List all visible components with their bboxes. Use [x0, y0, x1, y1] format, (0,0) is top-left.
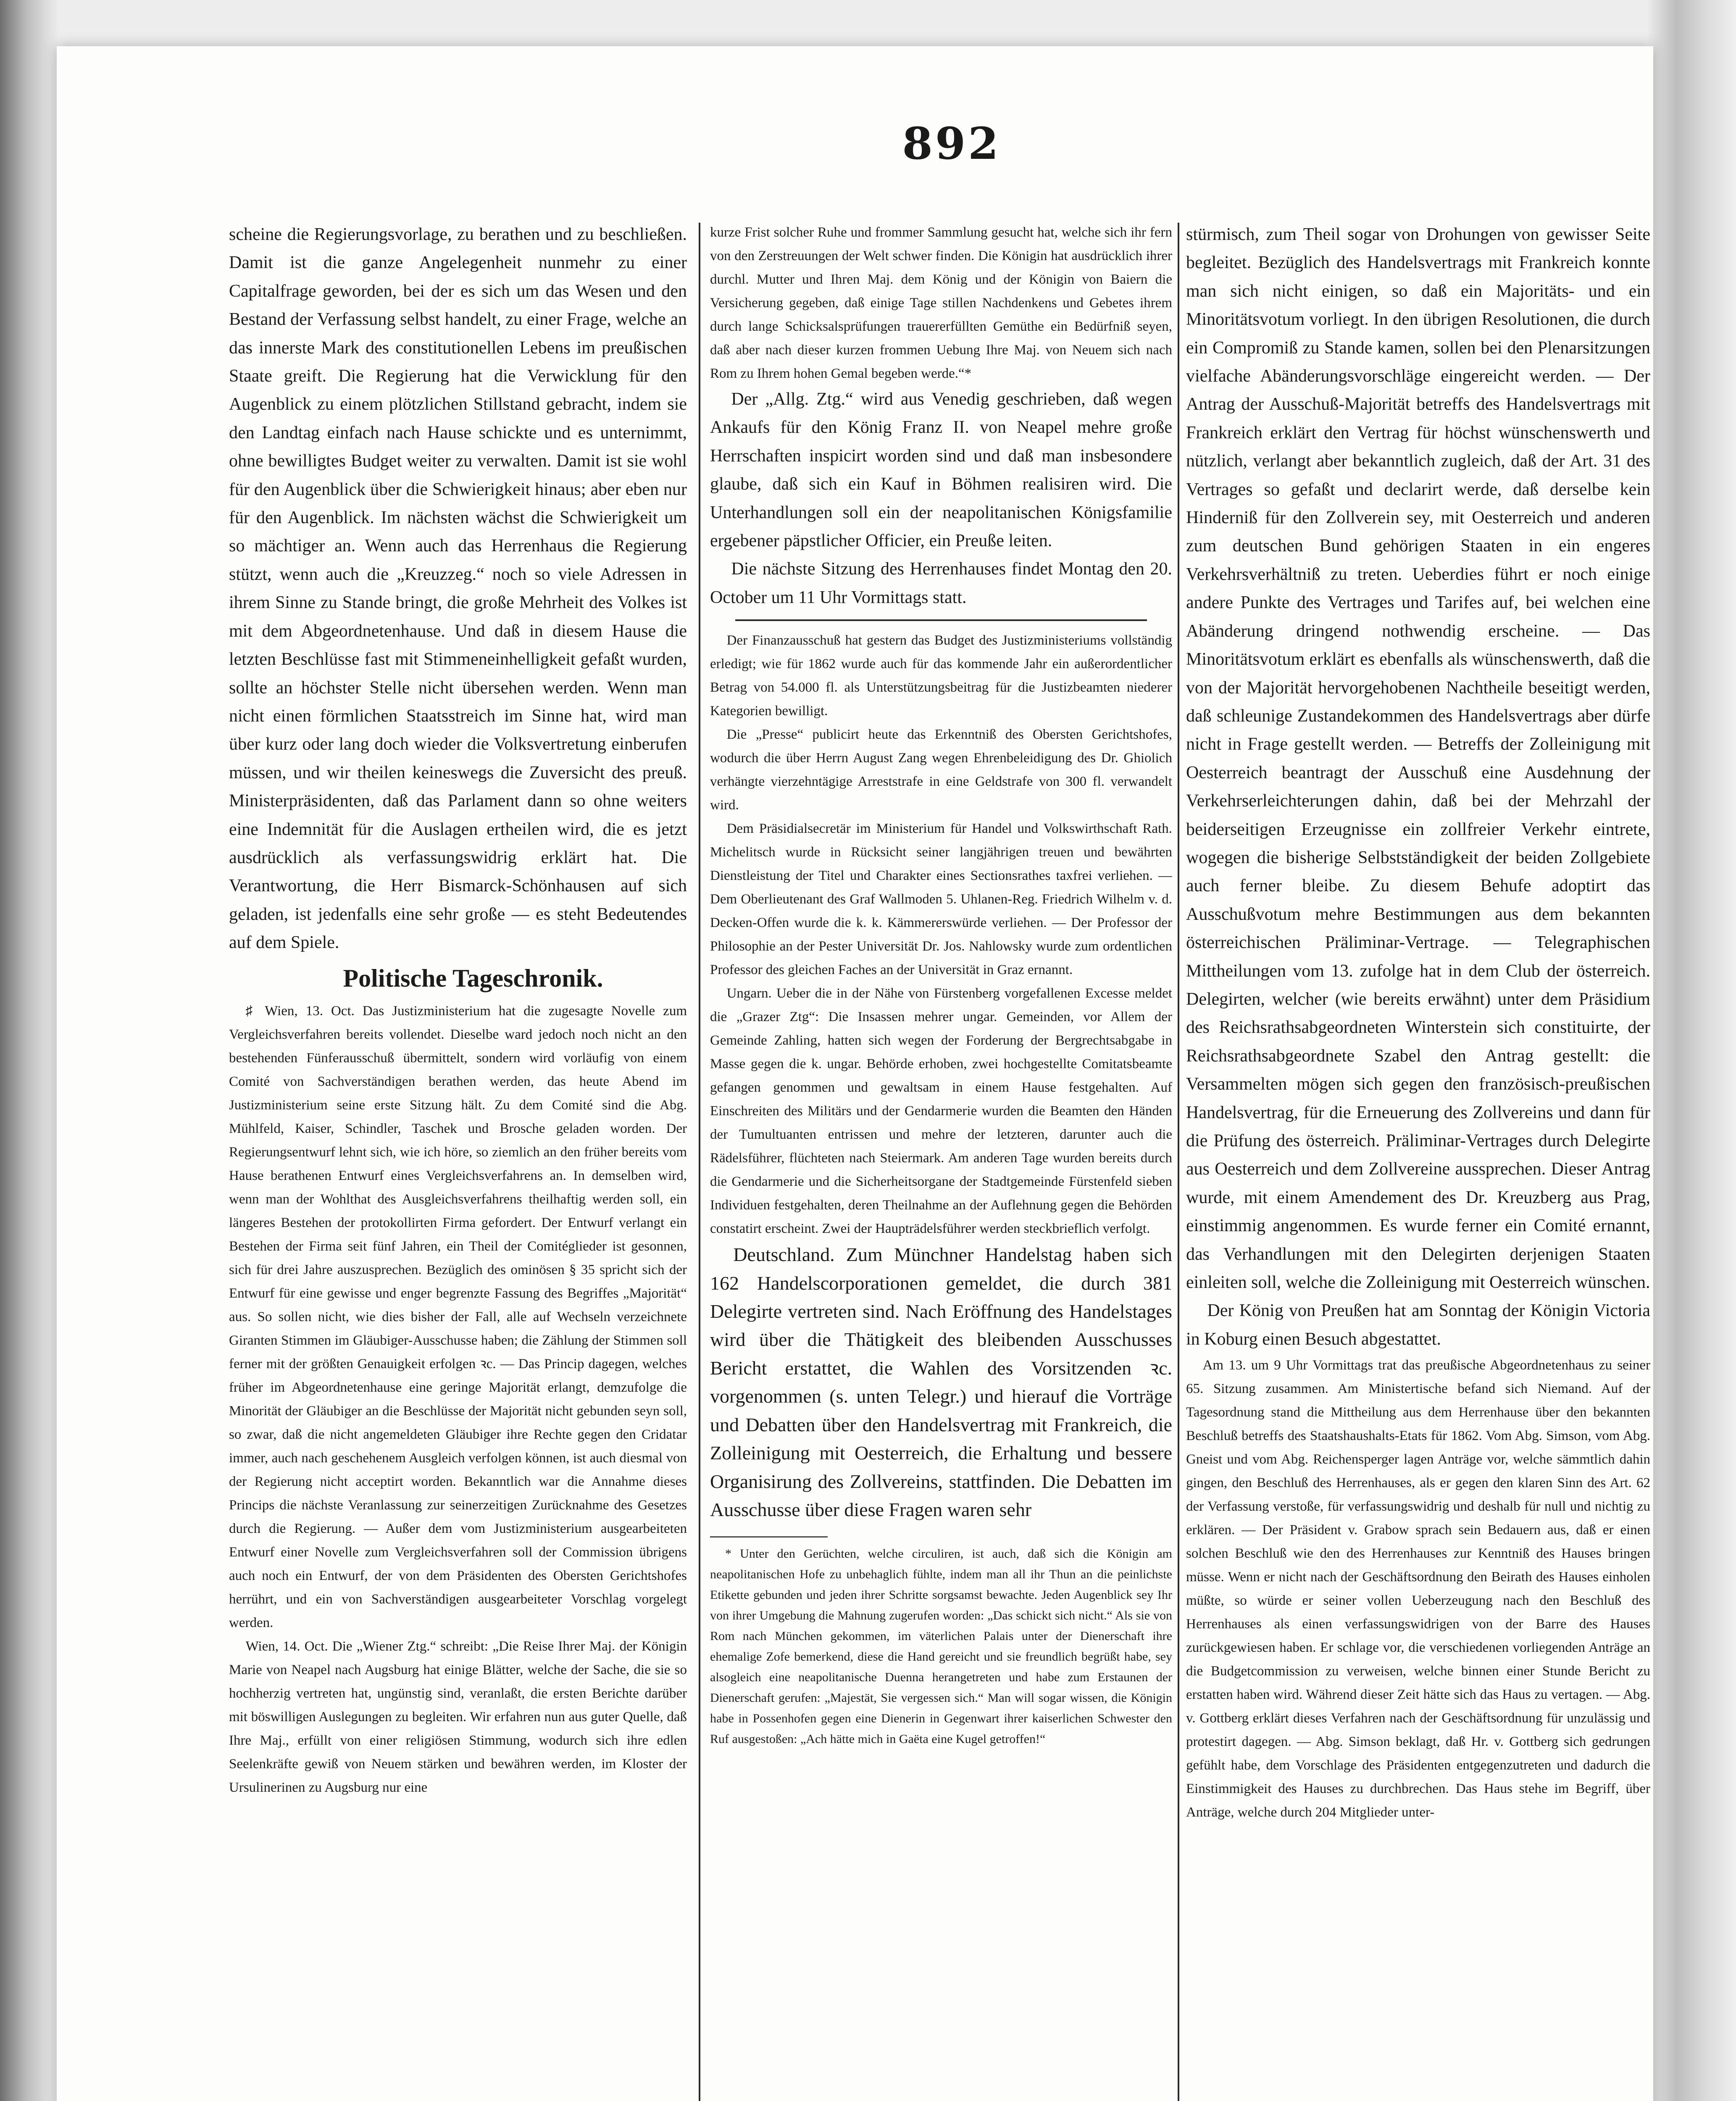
article-paragraph: stürmisch, zum Theil sogar von Drohungen von gewisser Seite begleitet. Bezüglich des Handelsvertrags mit Frankreich konnte man sich nicht einigen, so daß ein Majoritäts- und ein Minoritätsvotum vorliegt. In den übrigen Resolutionen, die durch ein Compromiß zu Stande kamen, sollen bei den Plenarsitzungen vielfache Abänderungsvorschläge eingereicht werden. — Der Antrag der Ausschuß-Majorität betreffs des Handelsvertrags mit Frankreich erklärt den Vertrag für höchst wünschenswerth und nützlich, verlangt aber bekanntlich zugleich, daß der Art. 31 des Vertrages so gefaßt und declarirt werde, daß derselbe kein Hinderniß für den Zollverein sey, mit Oesterreich und anderen zum deutschen Bund gehörigen Staaten in ein engeres Verkehrsverhältniß zu treten. Ueberdies führt er noch einige andere Punkte des Vertrages und Tarifes auf, bei welchen eine Abänderung dringend nothwendig erscheine. — Das Minoritätsvotum erklärt es ebenfalls als wünschenswerth, daß die von der Majorität hervorgehobenen Nachtheile beseitigt werden, daß schleunige Zustandekommen des Handelsvertrags aber dürfe nicht in Frage gestellt werden. — Betreffs der Zolleinigung mit Oesterreich beantragt der Ausschuß eine Ausdehnung der Verkehrserleichterungen dahin, daß bei der Mehrzahl der beiderseitigen Erzeugnisse ein zollfreier Verkehr eintrete, wogegen die bisherige Selbstständigkeit der beiden Zollgebiete auch ferner bleibe. Zu diesem Behufe adoptirt das Ausschußvotum mehre Bestimmungen aus dem bekannten österreichischen Präliminar-Vertrage. — Telegraphischen Mittheilungen vom 13. zufolge hat in dem Club der österreich. Delegirten, welcher (wie bereits erwähnt) unter dem Präsidium des Reichsrathsabgeordneten Winterstein sich constituirte, der Reichsrathsabgeordnete Szabel den Antrag gestellt: die Versammelten mögen sich gegen den französisch-preußischen Handelsvertrag, für die Erneuerung des Zollvereins und dann für die Prüfung des österreich. Präliminar-Vertrages durch Delegirte aus Oesterreich und dem Zollvereine aussprechen. Dieser Antrag wurde, mit einem Amendement des Dr. Kreuzberg aus Prag, einstimmig angenommen. Es wurde ferner ein Comité ernannt, das Verhandlungen mit den Delegirten derjenigen Staaten einleiten soll, welche die Zolleinigung mit Oesterreich wünschen.	[1186, 225, 1650, 1293]
column-3	[1186, 221, 1650, 2101]
article-paragraph: scheine die Regierungsvorlage, zu berathen und zu beschließen. Damit ist die ganze Angelegenheit nunmehr zu einer Capitalfrage geworden, bei der es sich um das Wesen und den Bestand der Verfassung selbst handelt, zu einer Frage, welche an das innerste Mark des constitutionellen Lebens im preußischen Staate greift. Die Regierung hat die Verwicklung für den Augenblick zu einem plötzlichen Stillstand gebracht, indem sie den Landtag einfach nach Hause schickte und es unternimmt, ohne bewilligtes Budget weiter zu verwalten. Damit ist sie wohl für den Augenblick über die Schwierigkeit hinaus; aber eben nur für den Augenblick. Im nächsten wächst die Schwierigkeit um so mächtiger an. Wenn auch das Herrenhaus die Regierung stützt, wenn auch die „Kreuzzeg.“ noch so viele Adressen in ihrem Sinne zu Stande bringt, die große Mehrheit des Volkes ist mit dem Abgeordnetenhause. Und daß in diesem Hause die letzten Beschlüsse fast mit Stimmeneinhelligkeit gefaßt wurden, sollte an höchster Stelle nicht übersehen werden. Wenn man nicht einen förmlichen Staatsstreich im Sinne hat, wird man über kurz oder lang doch wieder die Volksvertretung einberufen müssen, und wir theilen keineswegs die Zuversicht des preuß. Ministerpräsidenten, daß das Parlament dann so ohne weiters eine Indemnität für die Auslagen ertheilen wird, die es jetzt ausdrücklich als verfassungswidrig erklärt hat. Die Verantwortung, die Herr Bismarck-Schönhausen auf sich geladen, ist jedenfalls eine sehr große — es steht Bedeutendes auf dem Spiele.	[229, 225, 687, 953]
article-paragraph: Am 13. um 9 Uhr Vormittags trat das preußische Abgeordnetenhaus zu seiner 65. Sitzung zusammen. Am Ministertische befand sich Niemand. Auf der Tagesordnung stand die Mittheilung aus dem Herrenhause über den bekannten Beschluß betreffs des Staatshaushalts-Etats für 1862. Vom Abg. Simson, vom Abg. Gneist und vom Abg. Reichensperger lagen Anträge vor, welche sämmtlich dahin gingen, den Beschluß des Herrenhauses, als er gegen den klaren Sinn des Art. 62 der Verfassung verstoße, für verfassungswidrig und deshalb für null und nichtig zu erklären. — Der Präsident v. Grabow sprach sein Bedauern aus, daß er einen solchen Beschluß wie den des Herrenhauses zur Kenntniß des Hauses bringen müsse. Wenn er nicht nach der Geschäftsordnung den Beirath des Hauses einholen müßte, so würde er seiner vollen Ueberzeugung nach den Beschluß des Herrenhauses als einen verfassungswidrigen von der Barre des Hauses zurückgewiesen haben. Er schlage vor, die verschiedenen vorliegenden Anträge an die Budgetcommission zu verweisen, welche binnen einer Stunde Bericht zu erstatten haben wird. Während dieser Zeit hätte sich das Haus zu vertagen. — Abg. v. Gottberg erklärt dieses Verfahren nach der Geschäftsordnung für unzulässig und protestirt dagegen. — Abg. Simson beklagt, daß Hr. v. Gottberg sich gedrungen gefühlt habe, dem Vorschlage des Präsidenten entgegenzutreten und dadurch die Einstimmigkeit des Hauses zu durchbrechen. Das Haus stehe im Begriff, über Anträge, welche durch 204 Mitglieder unter-	[1186, 1358, 1650, 1820]
page-number: 892	[902, 118, 1001, 169]
article-paragraph: kurze Frist solcher Ruhe und frommer Sammlung gesucht hat, welche sich ihr fern von den Zerstreuungen der Welt schwer finden. Die Königin hat ausdrücklich ihrer durchl. Mutter und Ihren Maj. dem König und der Königin von Baiern die Versicherung gegeben, daß einige Tage stillen Nachdenkens und Gebetes ihrem durch lange Schicksalsprüfungen trauererfüllten Gemüthe ein Bedürfniß seyen, daß aber nach dieser kurzen frommen Uebung Ihre Maj. von Neuem sich nach Rom zu Ihrem hohen Gemal begeben werde.“*	[710, 225, 1172, 381]
column-1	[229, 221, 687, 2101]
article-paragraph: Der König von Preußen hat am Sonntag der Königin Victoria in Koburg einen Besuch abgestattet.	[1186, 1301, 1650, 1349]
column-rule-2	[1178, 223, 1179, 2101]
footnote-divider	[710, 1536, 828, 1538]
article-paragraph: ♯ Wien, 13. Oct. Das Justizministerium hat die zugesagte Novelle zum Vergleichsverfahren bereits vollendet. Dieselbe ward jedoch noch nicht an den bestehenden Fünferausschuß übermittelt, sondern wird vorläufig von einem Comité von Sachverständigen berathen werden, das heute Abend im Justizministerium seine erste Sitzung hält. Zu dem Comité sind die Abg. Mühlfeld, Kaiser, Schindler, Taschek und Brosche geladen worden. Der Regierungsentwurf lehnt sich, wie ich höre, so ziemlich an den früher bereits vom Hause berathenen Entwurf eines Vergleichsverfahrens an. In demselben wird, wenn man der Wohlthat des Ausgleichsverfahrens theilhaftig werden soll, ein längeres Bestehen der protokollirten Firma gefordert. Der Entwurf verlangt ein Bestehen der Firma seit fünf Jahren, ein Theil der Comitéglieder ist gesonnen, sich für drei Jahre auszusprechen. Bezüglich des ominösen § 35 spricht sich der Entwurf für eine gewisse und enger begrenzte Fassung des Begriffes „Majorität“ aus. So sollen nicht, wie dies bisher der Fall, alle auf Wechseln verzeichnete Giranten Stimmen im Gläubiger-Ausschusse haben; die Zählung der Stimmen soll ferner mit der größten Genauigkeit erfolgen ꝛc. — Das Princip dagegen, welches früher im Abgeordnetenhause eine geringe Majorität erlangt, demzufolge die Minorität der Gläubiger an die Beschlüsse der Majorität nicht gebunden seyn soll, so zwar, daß die nicht angemeldeten Gläubiger ihre Rechte gegen den Cridatar immer, auch nach geschehenem Ausgleich verfolgen können, ist auch diesmal von der Regierung nicht acceptirt worden. Bekanntlich war die Annahme dieses Princips die nächste Veranlassung zur seinerzeitigen Zurücknahme des Gesetzes durch die Regierung. — Außer dem vom Justizministerium ausgearbeiteten Entwurf einer Novelle zum Vergleichsverfahren soll der Commission übrigens auch noch ein Entwurf, der von dem Präsidenten des Obersten Gerichtshofes herrührt, und ein von Sachverständigen ausgearbeiteter Vorschlag vorgelegt werden.	[229, 1003, 687, 1630]
section-heading: Politische Tageschronik.	[343, 964, 603, 992]
newspaper-page	[57, 46, 1653, 2101]
column-rule-1	[699, 223, 700, 2101]
article-paragraph: Wien, 14. Oct. Die „Wiener Ztg.“ schreibt: „Die Reise Ihrer Maj. der Königin Marie von Neapel nach Augsburg hat einige Blätter, welche der Sache, die sie so hochherzig vertreten hat, ungünstig sind, veranlaßt, die ersten Berichte darüber mit böswilligen Auslegungen zu begleiten. Wir erfahren nun aus guter Quelle, daß Ihre Maj., erfüllt von einer religiösen Stimmung, wodurch sich ihre edlen Seelenkräfte gewiß von Neuem stärken und bewähren werden, im Kloster der Ursulinerinen zu Augsburg nur eine	[229, 1638, 687, 1795]
article-paragraph: * Unter den Gerüchten, welche circuliren, ist auch, daß sich die Königin am neapolitanischen Hofe zu unbehaglich fühlte, indem man all ihr Thun an die peinlichste Etikette gebunden und jeden ihrer Schritte sorgsamst bewachte. Jeden Augenblick sey Ihr von ihrer Umgebung die Mahnung zugerufen worden: „Das schickt sich nicht.“ Als sie von Rom nach München gekommen, im väterlichen Palais unter der Dienerschaft ihre ehemalige Zofe bemerkend, diese die Hand gereicht und sie freundlich begrüßt habe, sey alsogleich eine neapolitanische Duenna herangetreten und habe zum Erstaunen der Dienerschaft gerufen: „Majestät, Sie vergessen sich.“ Man will sogar wissen, die Königin habe in Possenhofen gegen eine Dienerin in Gegenwart ihrer kaiserlichen Schwester den Ruf ausgestoßen: „Ach hätte mich in Gaëta eine Kugel getroffen!“	[710, 1547, 1172, 1746]
article-paragraph: Ungarn. Ueber die in der Nähe von Fürstenberg vorgefallenen Excesse meldet die „Grazer Ztg“: Die Insassen mehrer ungar. Gemeinden, vor Allem der Gemeinde Zahling, hatten sich wegen der Forderung der Bergrechtsabgabe in Masse gegen die k. ungar. Behörde erhoben, zwei hochgestellte Comitatsbeamte gefangen genommen und gewaltsam in einem Hause festgehalten. Auf Einschreiten des Militärs und der Gendarmerie wurden die Beamten den Händen der Tumultuanten entrissen und mehre der letzteren, darunter auch die Rädelsführer, flüchteten nach Steiermark. Am anderen Tage wurden bereits durch die Gendarmerie und die Sicherheitsorgane der Stadtgemeinde Fürstenfeld sieben Individuen festgehalten, deren Theilnahme an der Auflehnung gegen die Behörden constatirt erscheint. Zwei der Haupträdelsführer werden steckbrieflich verfolgt.	[710, 986, 1172, 1237]
article-paragraph: Die „Presse“ publicirt heute das Erkenntniß des Obersten Gerichtshofes, wodurch die über Herrn August Zang wegen Ehrenbeleidigung des Dr. Ghiolich verhängte vierzehntägige Arreststrafe in eine Geldstrafe von 300 fl. verwandelt wird.	[710, 727, 1172, 813]
article-paragraph: Die nächste Sitzung des Herrenhauses findet Montag den 20. October um 11 Uhr Vormittags statt.	[710, 559, 1172, 607]
article-paragraph: Der Finanzausschuß hat gestern das Budget des Justizministeriums vollständig erledigt; wie für 1862 wurde auch für das kommende Jahr ein außerordentlicher Betrag von 54.000 fl. als Unterstützungsbeitrag für die Justizbeamten niederer Kategorien bewilligt.	[710, 633, 1172, 719]
article-paragraph: Der „Allg. Ztg.“ wird aus Venedig geschrieben, daß wegen Ankaufs für den König Franz II. von Neapel mehre große Herrschaften inspicirt worden sind und daß man insbesondere glaube, daß sich ein Kauf in Böhmen realisiren wird. Die Unterhandlungen soll ein der neapolitanischen Königsfamilie ergebener päpstlicher Officier, ein Preuße leiten.	[710, 390, 1172, 551]
article-paragraph: Deutschland. Zum Münchner Handelstag haben sich 162 Handelscorporationen gemeldet, die durch 381 Delegirte vertreten sind. Nach Eröffnung des Handelstages wird über die Thätigkeit des bleibenden Ausschusses Bericht erstattet, die Wahlen des Vorsitzenden ꝛc. vorgenommen (s. unten Telegr.) und hierauf die Vorträge und Debatten über den Handelsvertrag mit Frankreich, die Zolleinigung mit Oesterreich, die Erhaltung und bessere Organisirung des Zollvereins, stattfinden. Die Debatten im Ausschusse über diese Fragen waren sehr	[710, 1244, 1172, 1520]
section-divider	[735, 619, 1147, 621]
column-2	[710, 221, 1172, 2101]
article-paragraph: Dem Präsidialsecretär im Ministerium für Handel und Volkswirthschaft Rath. Michelitsch wurde in Rücksicht seiner langjährigen treuen und bewährten Dienstleistung der Titel und Charakter eines Sectionsrathes taxfrei verliehen. — Dem Oberlieutenant des Graf Wallmoden 5. Uhlanen-Reg. Friedrich Wilhelm v. d. Decken-Offen wurde die k. k. Kämmererswürde verliehen. — Der Professor der Philosophie an der Pester Universität Dr. Jos. Nahlowsky wurde zum ordentlichen Professor des gleichen Faches an der Universität in Graz ernannt.	[710, 821, 1172, 978]
